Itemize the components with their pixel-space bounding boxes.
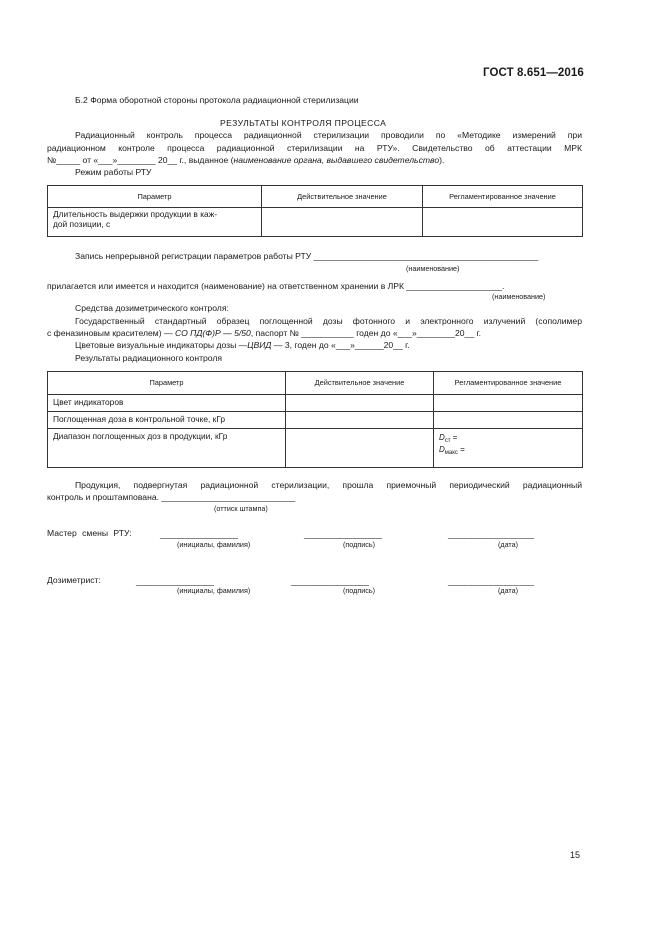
table2-row-control-point-dose-regulated: [434, 412, 583, 429]
d-max-formula: [439, 445, 577, 457]
dosimetry-label: Средства дозиметрического контроля:: [75, 303, 229, 313]
page-number: 15: [570, 850, 581, 860]
master-signature-line: _________________: [304, 529, 382, 539]
section-title: Б.2 Форма оборотной стороны протокола радиационной стерилизации: [75, 95, 359, 105]
dosimetrist-caption-name: (инициалы, фамилия): [177, 586, 251, 595]
dosimetrist-name-line: _________________: [136, 576, 214, 586]
table1-row-line-1: Длительность выдержки продукции в каж-: [53, 209, 218, 219]
attached-caption: (наименование): [492, 292, 546, 301]
dosimetrist-date-line: _________________: [448, 576, 535, 586]
intro-line-2: радиационном контроле процесса радиационной стерилизации на РТУ». Свидетельство об аттестации МРК: [47, 143, 582, 153]
master-caption-signature: (подпись): [343, 540, 375, 549]
table2-row-indicator-color-regulated: [434, 395, 583, 412]
results-table: [47, 371, 583, 468]
d-max-symbol: D: [439, 444, 445, 454]
table2-row-dose-range: Диапазон поглощенных доз в продукции, кГр: [48, 429, 286, 468]
master-date-line: _________________: [448, 529, 535, 539]
table2-row-control-point-dose-actual: [286, 412, 434, 429]
table1-header-actual: Действительное значение: [262, 186, 423, 208]
d-st-symbol: D: [439, 433, 445, 442]
d-st-formula: [439, 433, 577, 445]
table1-header-parameter: Параметр: [48, 186, 262, 208]
dosimetrist-signature-line: _________________: [291, 576, 369, 586]
table2-row-control-point-dose: Поглощенная доза в контрольной точке, кГр: [48, 412, 286, 429]
dosimetry-line-1: Государственный стандартный образец поглощенной дозы фотонного и электронного излучений (сополимер: [75, 316, 582, 326]
table2-row-indicator-color: Цвет индикаторов: [48, 395, 286, 412]
issuing-body-placeholder: наименование органа, выдавшего свидетельство: [233, 155, 440, 165]
record-caption: (наименование): [406, 264, 460, 273]
form-heading: РЕЗУЛЬТАТЫ КОНТРОЛЯ ПРОЦЕССА: [220, 118, 387, 128]
conclusion-line-2: контроль и проштампована. ____________________________: [47, 492, 296, 502]
intro-line-1: Радиационный контроль процесса радиационной стерилизации проводили по «Методике измерений при: [75, 130, 582, 140]
d-st-equals: =: [450, 433, 458, 442]
intro-line-3-b: ).: [439, 155, 445, 165]
conclusion-line-1: Продукция, подвергнутая радиационной стерилизации, прошла приемочный периодический радиационный: [75, 480, 582, 490]
master-label: Мастер смены РТУ:: [47, 528, 132, 538]
d-max-equals: =: [457, 444, 465, 454]
dosimetry-line-3-b: — 3, годен до «___»______20__ г.: [271, 340, 410, 350]
table2-header-parameter: Параметр: [48, 372, 286, 395]
table2-header-regulated: Регламентированное значение: [434, 372, 583, 395]
standard-number: ГОСТ 8.651—2016: [483, 67, 584, 79]
dosimetrist-caption-signature: (подпись): [343, 586, 375, 595]
intro-line-3-a: №_____ от «___»________ 20__ г., выданное (: [47, 155, 234, 165]
dosimetry-line-3-a: Цветовые визуальные индикаторы дозы —: [75, 340, 248, 350]
table1-row-line-2: дой позиции, с: [53, 218, 111, 229]
dosimetry-line-2-b: , паспорт № ___________ годен до «___»________20__ г.: [250, 328, 481, 338]
table1-header-regulated: Регламентированное значение: [423, 186, 583, 208]
master-caption-date: (дата): [498, 540, 519, 549]
dosimetry-line-2-a: с феназиновым красителем) —: [47, 328, 175, 338]
rtu-mode-table: [47, 185, 583, 237]
table2-header-actual: Действительное значение: [286, 372, 434, 395]
table2-row-dose-range-actual: [286, 429, 434, 468]
stamp-caption: (оттиск штампа): [214, 504, 268, 513]
record-line: Запись непрерывной регистрации параметров работы РТУ _______________________________________________: [75, 251, 539, 261]
indicator-code: ЦВИД: [247, 340, 272, 350]
intro-line-3: [47, 155, 444, 166]
table1-row-actual: [262, 208, 423, 237]
dosimetry-line-3: [75, 340, 410, 351]
dosimetry-line-2: [47, 328, 481, 339]
master-name-line: _________________: [160, 529, 238, 539]
results-label: Результаты радиационного контроля: [75, 353, 223, 363]
table1-row-regulated: [423, 208, 583, 237]
d-st-subscript: ст: [444, 438, 451, 444]
attached-line: прилагается или имеется и находится (наименование) на ответственном хранении в ЛРК ____________________.: [47, 281, 505, 291]
dosimetrist-label: Дозиметрист:: [47, 575, 101, 585]
table1-row-parameter: [48, 208, 262, 237]
dosimetrist-caption-date: (дата): [498, 586, 519, 595]
table2-row-dose-range-regulated: [434, 429, 583, 468]
rtu-mode-label: Режим работы РТУ: [75, 167, 152, 177]
d-max-subscript: макс: [444, 449, 458, 456]
table2-row-indicator-color-actual: [286, 395, 434, 412]
reference-material-code: СО ПД(Ф)Р — 5/50: [174, 328, 251, 338]
master-caption-name: (инициалы, фамилия): [177, 540, 251, 549]
